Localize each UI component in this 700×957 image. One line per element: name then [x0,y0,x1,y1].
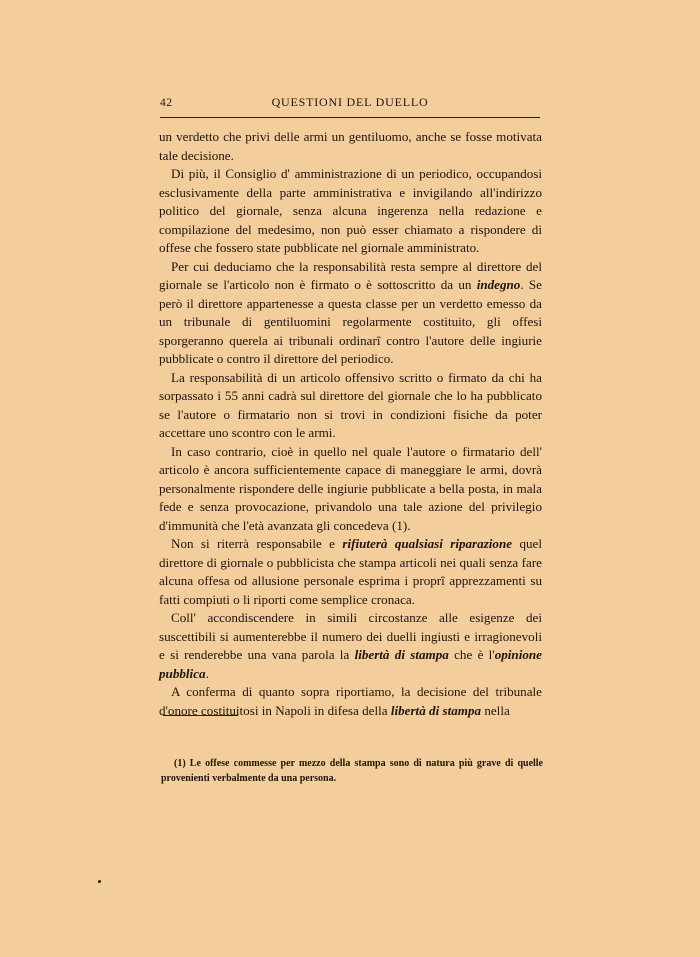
paragraph: un verdetto che privi delle armi un gentiluomo, anche se fosse motivata tale decisione. [159,129,542,163]
paragraph: In caso contrario, cioè in quello nel quale l'autore o firmatario dell' articolo è ancora sufficientemente capace di maneggiare le armi, dovrà personalmente rispondere delle ingiurie pubblicate a bella posta, in mala fede e senza provocazione, privandolo una tale azione del privilegio d'immunità che l'età avanzata gli concedeva (1). [159,443,542,533]
running-head: QUESTIONI DEL DUELLO [271,95,429,109]
paragraph: Di più, il Consiglio d' amministrazione di un periodico, occupandosi esclusivamente della parte amministrativa e invigilando all'indirizzo politico del giornale, senza alcuna ingerenza nella redazione e compilazione del medesimo, non può esser chiamato a rispondere di offese che fossero state pubblicate nel giornale amministrato. [159,166,542,255]
page-number: 42 [160,97,173,109]
body-text [159,128,542,720]
paragraph: Coll' accondiscendere in simili circostanze alle esigenze dei suscettibili si aumenterebbe il numero dei duelli ingiusti e irragionevoli e si renderebbe una vana parola la libertà di stampa che è l'opinione pubblica. [159,610,542,681]
paragraph: Non si riterrà responsabile e rifiuterà qualsiasi riparazione quel direttore di giornale o pubblicista che stampa articoli nei quali senza fare alcuna offesa od allusione personale esprima i proprî apprezzamenti su fatti compiuti o li riporti come semplice cronaca. [159,536,542,607]
italic-term: libertà di stampa [354,647,449,662]
italic-term: indegno [476,277,521,292]
paragraph: La responsabilità di un articolo offensivo scritto o firmato da chi ha sorpassato i 55 anni cadrà sul direttore del giornale che lo ha pubblicato se l'autore o firmatario non si trovi in condizioni fisiche da poter accettare uno scontro con le armi. [159,369,542,440]
footnote-rule [163,715,238,716]
italic-term: opinione pubblica [159,647,542,681]
paper-speck [98,880,101,883]
footnote: (1) Le offese commesse per mezzo della stampa sono di natura più grave di quelle provenienti verbalmente da una persona. [161,758,543,784]
paragraph: Per cui deduciamo che la responsabilità resta sempre al direttore del giornale se l'articolo non è firmato o è sottoscritto da un indegno. Se però il direttore appartenesse a questa classe per un verdetto emesso da un tribunale di gentiluomini regolarmente costituito, gli offesi sporgeranno querela ai tribunali ordinarî contro l'autore delle ingiurie pubblicate o contro il direttore del periodico. [159,258,542,366]
italic-term: rifiuterà qualsiasi riparazione [342,536,513,551]
italic-term: libertà di stampa [390,702,482,718]
paragraph: A conferma di quanto sopra riportiamo, la decisione del tribunale d'onore costituitosi in Napoli in difesa della libertà di stampa nella [159,684,542,718]
header-rule [160,117,540,118]
